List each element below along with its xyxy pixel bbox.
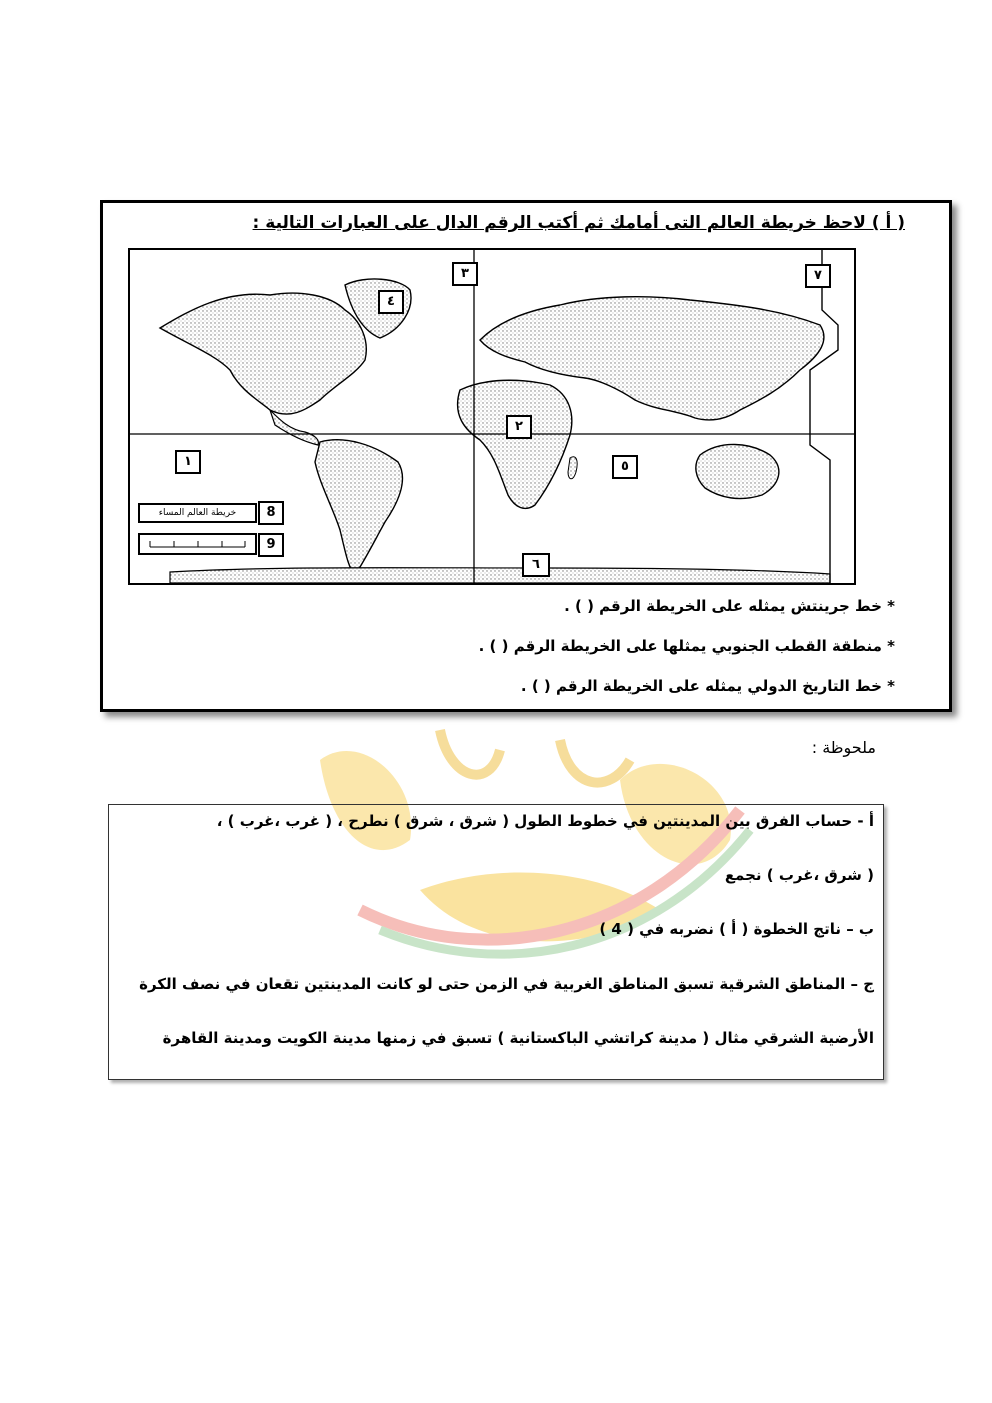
- statement-text: خط جرينتش يمثله على الخريطة الرقم ( ) .: [564, 597, 882, 615]
- statement-text: خط التاريخ الدولي يمثله على الخريطة الرقم ( ) .: [520, 677, 882, 695]
- world-map: [128, 248, 856, 585]
- note-line-c-continued: الأرضية الشرقي مثال ( مدينة كراتشي الباكستانية ) تسبق في زمنها مدينة الكويت ومدينة القاهرة: [162, 1029, 874, 1047]
- statement-greenwich: [564, 597, 895, 615]
- note-line-c: ج – المناطق الشرقية تسبق المناطق الغربية في الزمن حتى لو كانت المدينتين تقعان في نصف الكرة: [139, 975, 874, 993]
- legend-title-box: خريطة العالم المساء: [138, 503, 257, 523]
- note-line-a: أ - حساب الفرق بين المدينتين في خطوط الطول ( شرق ، شرق ) نطرح ، ( غرب ،غرب ) ،: [216, 812, 874, 830]
- australia-shape: [696, 444, 779, 498]
- map-label-4: ٤: [378, 290, 404, 314]
- note-line-a-continued: ( شرق ،غرب ) نجمع: [724, 866, 874, 884]
- scale-bar-box: [138, 533, 257, 555]
- scale-bar-icon: [140, 535, 255, 553]
- map-label-2: ٢: [506, 415, 532, 439]
- date-line: [810, 250, 838, 583]
- map-label-6: ٦: [522, 553, 550, 577]
- statement-date-line: [521, 677, 895, 695]
- question-title: ( أ ) لاحظ خريطة العالم التى أمامك ثم أكتب الرقم الدال على العبارات التالية :: [252, 213, 905, 233]
- madagascar-shape: [568, 457, 577, 479]
- africa-shape: [458, 380, 572, 508]
- north-america-shape: [160, 293, 366, 414]
- map-label-3: ٣: [452, 262, 478, 286]
- map-label-1: ١: [175, 450, 201, 474]
- statement-south-pole: [479, 637, 895, 655]
- central-america-shape: [270, 410, 318, 445]
- statement-text: منطقة القطب الجنوبي يمثلها على الخريطة الرقم ( ) .: [478, 637, 882, 655]
- bullet-marker: *: [887, 677, 895, 695]
- south-america-shape: [315, 440, 402, 575]
- bullet-marker: *: [887, 637, 895, 655]
- map-label-8: 8: [258, 501, 284, 525]
- antarctica-shape: [170, 568, 830, 583]
- bullet-marker: *: [887, 597, 895, 615]
- note-line-b: ب – ناتج الخطوة ( أ ) نضربه في ( 4 ): [599, 920, 874, 938]
- map-label-5: ٥: [612, 455, 638, 479]
- map-label-7: ٧: [805, 264, 831, 288]
- note-label: ملحوظة :: [811, 738, 876, 757]
- map-label-9: 9: [258, 533, 284, 557]
